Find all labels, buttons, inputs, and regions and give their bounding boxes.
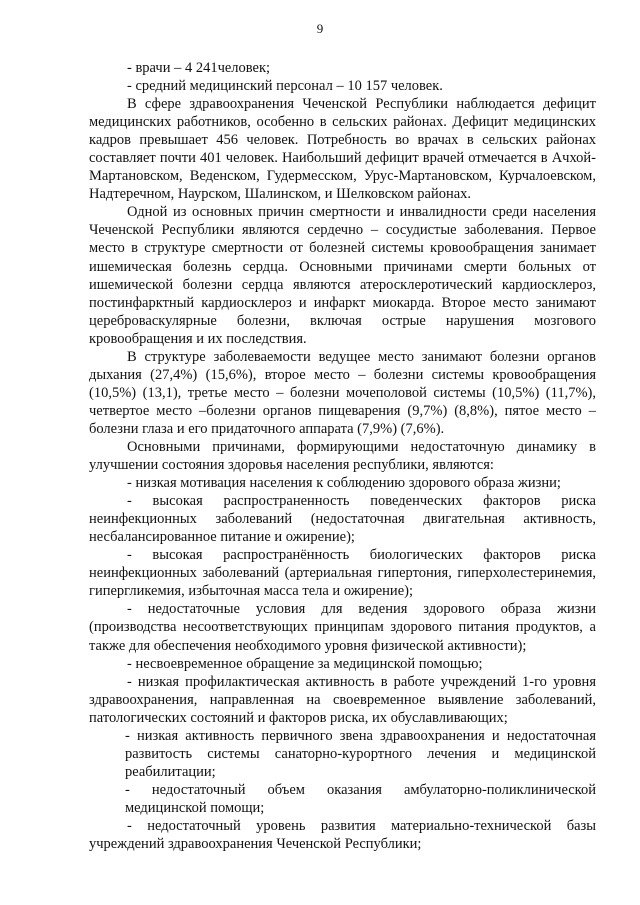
paragraph-doctors-count: - врачи – 4 241человек; — [127, 60, 271, 76]
list-item-primary-care-activity: - низкая активность первичного звена здравоохранения и недостаточная развитость системы санаторно-курортного лечения и медицинской реабилитации; — [125, 727, 596, 780]
list-item-low-motivation: - низкая мотивация населения к соблюдению здорового образа жизни; — [127, 475, 561, 492]
paragraph-nurses-count: - средний медицинский персонал – 10 157 человек. — [127, 78, 443, 95]
list-item-outpatient-care-volume: - недостаточный объем оказания амбулаторно-поликлинической медицинской помощи; — [125, 781, 596, 816]
list-item-low-preventive-activity: - низкая профилактическая активность в работе учреждений 1-го уровня здравоохранения, направленная на своевременное выявление заболеваний, патологических состояний и факторов риска, их обуславливающих; — [89, 673, 596, 726]
paragraph-main-causes-intro: Основными причинами, формирующими недостаточную динамику в улучшении состояния здоровья населения республики, являются: — [89, 438, 596, 474]
paragraph-morbidity-structure: В структуре заболеваемости ведущее место занимают болезни органов дыхания (27,4%) (15,6%), второе место – болезни системы кровообращения (10,5%) (13,1), третье место – болезни мочеполовой системы (10,5%) (11,7%), четвертое место –болезни органов пищеварения (9,7%) (8,8%), пятое место – болезни глаза и его придаточного аппарата (7,9%) (7,6%). — [89, 348, 596, 437]
list-item-late-medical-care: - несвоевременное обращение за медицинской помощью; — [127, 655, 483, 672]
list-item-material-base: - недостаточный уровень развития материально-технической базы учреждений здравоохранения Чеченской Республики; — [89, 817, 596, 853]
paragraph-mortality-causes: Одной из основных причин смертности и инвалидности среди населения Чеченской Республики являются сердечно – сосудистые заболевания. Первое место в структуре смертности от болезней системы кровообращения занимает ишемическая болезнь сердца. Основными причинами смерти больных от ишемической болезни сердца являются атеросклеротический кардиосклероз, постинфарктный кардиосклероз и инфаркт миокарда. Второе место занимают цереброваскулярные болезни, включая острые нарушения мозгового кровообращения и их последствия. — [89, 204, 596, 347]
paragraph-staff-deficit: В сфере здравоохранения Чеченской Республики наблюдается дефицит медицинских работников, особенно в сельских районах. Дефицит медицинских кадров превышает 456 человек. Потребность во врачах в сельских районах составляет почти 401 человек. Наибольший дефицит врачей отмечается в Ачхой-Мартановском, Веденском, Гудермесском, Урус-Мартановском, Курчалоевском, Надтеречном, Наурском, Шалинском, и Шелковском районах. — [89, 96, 596, 203]
list-item-biological-factors: - высокая распространённость биологических факторов риска неинфекционных заболеваний (артериальная гипертония, гиперхолестеринемия, гипергликемия, избыточная масса тела и ожирение); — [89, 547, 596, 600]
page-number: 9 — [316, 21, 324, 36]
document-body — [89, 59, 596, 853]
list-item-healthy-lifestyle-conditions: - недостаточные условия для ведения здорового образа жизни (производства несоответствующих принципам здорового питания продуктов, а также для обеспечения необходимого уровня физической активности); — [89, 601, 596, 654]
list-item-behavioral-factors: - высокая распространенность поведенческих факторов риска неинфекционных заболеваний (недостаточная двигательная активность, несбалансированное питание и ожирение); — [89, 493, 596, 546]
